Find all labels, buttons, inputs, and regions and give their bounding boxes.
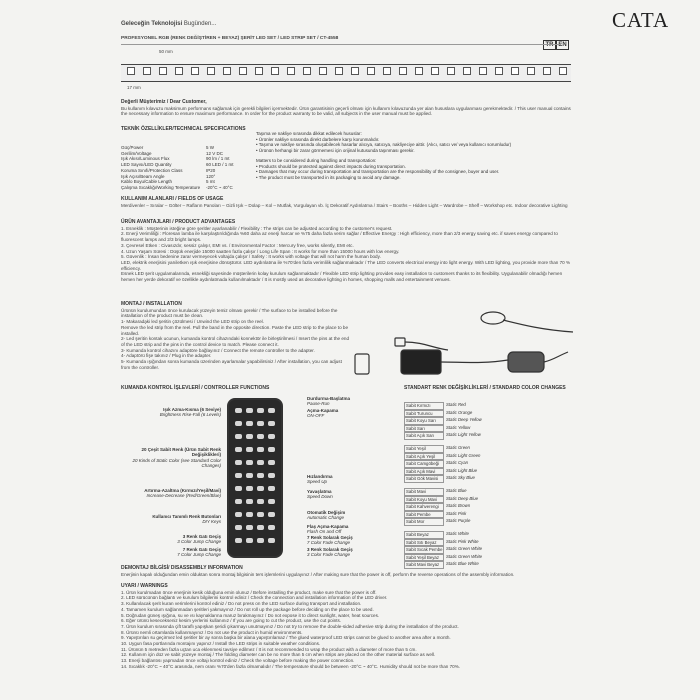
led-chip [383,67,391,75]
spec-row [121,185,261,191]
remote-button [268,421,275,426]
remote-button [246,447,253,452]
color-row [404,425,544,433]
spec-key: Koruma Sınıfı/Protection Class [121,167,183,173]
callout-en: Flash On and Off [307,529,342,535]
spec-key: Işık Açısı/Beam Angle [121,173,165,179]
spec-value: 5 W [206,145,215,150]
led-chip [399,67,407,75]
disassembly-heading: DEMONTAJ BİLGİSİ/ DISASSEMBLY INFORMATION [121,565,243,571]
callout-en: Automatic Change [307,515,345,521]
color-row [404,402,544,410]
spec-value: IP20 [206,167,216,173]
remote-button [246,525,253,530]
installation-step: 3- Kumanda kontrol cihazını adaptöre bağlayınız / Connect the remote controller to the adapter. [121,347,315,353]
led-chip [527,67,535,75]
spec-value: -20°C ~ 40°C [206,184,233,190]
color-name-tr: Sabit Yeşil [404,445,444,453]
intro-heading: Değerli Müşterimiz / Dear Customer, [121,99,207,105]
remote-button [268,447,275,452]
remote-button [246,512,253,517]
color-name-en: Static Green White [446,546,483,552]
usage-text: Merdivenler – Sıralar – Gölter – Rafların Panoları – Gizli Işık – Dolap – Kol – Mutfak, Vurgulayan vb. İç Dekoratif Aydınlatma / Stairs – Booths – Hidden Light – Wardrobe – Shelf – Workshop etc. Indoor decorative Lighting [121,202,568,208]
led-chip [255,67,263,75]
color-name-tr: Sabit Beyaz [404,531,444,539]
usage-heading: KULLANIM ALANLARI / FIELDS OF USAGE [121,196,224,202]
specs-table [121,145,261,191]
color-name-en: Static Pink White [446,538,479,544]
installation-step: 2- Led şeritin kontak ucunun, kumanda kontrol cihazındaki konnektör ile birleştirilmesi / Insert the pins at the end of the LED strip and the pins in the control device to match. Please connect it. [121,336,350,347]
adapter-icon [508,352,544,372]
led-chip [127,67,135,75]
color-name-en: Static Orange [446,409,473,415]
installation-step: Remove the led strip from the reel. Pull the band in the opposite direction. Paste the LED strip to the place to be installed. [121,324,349,336]
color-row [404,518,544,526]
controller-box-icon [401,350,441,374]
warning-line: 3. Kullanılacak şerit kuran verimlerini kontrol ediniz / Do not press on the LED surface during transport and installation. [121,601,362,607]
note-en-line: • The product must be transported in its packaging to avoid any damage. [256,174,401,180]
led-chip [463,67,471,75]
led-chip [159,67,167,75]
callout-en: 7 Color Fade Change [307,540,351,546]
installation-diagram [353,310,583,380]
remote-button [257,421,264,426]
advantage-line: 5. Güvenlik : İnsan bedenine zarar vermeyecek voltajda çalışır / Safety : It works with voltage that will not harm the human body. [121,254,381,260]
remote-callout-right [307,510,397,521]
led-chip [223,67,231,75]
intro-section [121,100,576,117]
spec-key: LED Sayısı/LED Quantity [121,162,172,168]
color-name-tr: Sabit Mavi [404,488,444,496]
note-tr-line: • Taşıma ve nakliye sırasında oluşabilecek hasarlar alıcıya, satıcıya, nakliyeciye aittir. (Alıcı, satıcı ve/ veya kullanıcı sorumludur) [256,142,512,148]
callout-tr: 3 Renk Gatı Geçiş [182,534,221,539]
remote-button [235,512,242,517]
color-name-en: Static Yellow [446,424,471,430]
note-en-line: • Products should be protected against direct impacts during transportation. [256,163,406,169]
color-name-tr: Sabit Koyu Sarı [404,417,444,425]
remote-callout-left [121,447,221,468]
color-name-tr: Sabit Mavi Beyaz [404,561,444,569]
color-row [404,417,544,425]
color-row [404,503,544,511]
color-row [404,496,544,504]
remote-button [246,408,253,413]
callout-tr: 20 Çeşit Sabit Renk (Ürün Sabit Renk Değişiklikleri) [141,447,221,458]
advantage-line: Esnek LED şerit uygulamalarında, esnekliği sayesinde müşterilerin kolay kurulum sağlanmaktadır / Flexible LED strip lighting provides easy installation to customers thanks to its flexibility. Uygulanabilir olmadığı hemen hemen her yerde dekoratif ve özellikle aydınlatmada kullanılmaktadır / It is mostly used as decorative lighting in homes, shopping malls and entertainment venues. [121,271,563,283]
advantage-line: 4. Uzun Yaşam Süresi : Düşük enerjide 15000 saatten fazla çalışır / Long Life Span : It works for more than 15000 hours with low energy. [121,248,400,254]
remote-callout-right [307,396,397,407]
remote-callout-left [121,488,221,499]
advantage-line: LED, elektrik enerjisini yarıiletken ışık enerjisine dönüştürür. LED aydınlatma ile %70'den fazla verimlilik sağlanmaktadır / The LED converts electrical energy into light energy. With LED lighting, you provide more than 70 % efficiency. [121,259,571,271]
callout-en: Speed Down [307,494,333,500]
warning-line: 9. Yapıştırılan su geçirmez led şeritler bir ay sonra başka bir alana yapıştırılamaz / The glued waterproof LED strips cannot be glued to another area after a month. [121,635,451,641]
remote-button [257,447,264,452]
tagline [121,21,216,27]
remote-button [246,460,253,465]
callout-en: 3 Color Fade Change [307,552,351,558]
remote-button [268,538,275,543]
color-name-tr: Sabit Turuncu [404,410,444,418]
controls-heading: KUMANDA KONTROL İŞLEVLERİ / CONTROLLER FUNCTIONS [121,385,270,391]
led-chip [175,67,183,75]
warning-line: 6. Eğer ürünü kesecekseniz kesim yerlerini kullanınız / If you are going to cut the product, use the cut points. [121,618,342,624]
remote-button [257,512,264,517]
color-name-en: Static Pink [446,510,467,516]
led-chip [287,67,295,75]
color-row [404,531,544,539]
remote-callout-left [121,534,221,545]
color-name-en: Static Blue White [446,561,479,567]
warning-line: 13. Enerji bağlantısı yapmadan önce voltajı kontrol ediniz / Check the voltage before making the power connection. [121,658,355,664]
color-name-en: Static Blue [446,487,467,493]
installation-step: 5- Kumanda ışığından sonra kumanda üzerinden ayarlamalar yapabilirsiniz / After installation, you can adjust from the controller. [121,359,342,370]
led-strip-drawing [121,49,571,84]
color-row [404,546,544,554]
warnings-heading: UYARI / WARNINGS [121,583,168,589]
remote-small-icon [355,354,369,374]
note-en-line: • Damages that may occur during transportation and transportation are the responsibility of the consignee, buyer and user. [256,169,500,175]
color-name-tr: Sabit Camgöbeği [404,460,444,468]
remote-callout-left [121,407,221,418]
callout-tr: Açma-Kapama [307,408,339,413]
remote-button [268,499,275,504]
strip-cable [503,320,573,332]
remote-button [235,447,242,452]
led-chip [543,67,551,75]
led-chip [351,67,359,75]
advantage-line: 3. Çevresel Etken : Civasızdır, sessiz çalışır, EMI vs. / Environmental Factor : Mercury free, works silently, EMI etc. [121,242,354,248]
color-row [404,468,544,476]
warning-line: 12. Kullanım için düz ve sabit yüzeye montaj / The folding diameter can be no more than 5 cm when strips are placed on the other material surface as well. [121,652,436,658]
remote-button [257,408,264,413]
led-chip [479,67,487,75]
led-chip [415,67,423,75]
remote-callout-right [307,547,397,558]
warning-line: 2. LED sürücünün bağlantı ve kurulum bilgilerini kontrol ediniz / Check the connection and installation information of the LED driver. [121,595,388,601]
remote-button [268,473,275,478]
led-chip [447,67,455,75]
remote-button [246,421,253,426]
color-name-tr: Sabit Yeşil Beyaz [404,554,444,562]
color-name-en: Static Cyan [446,460,468,466]
led-chip [431,67,439,75]
color-name-en: Static Light Blue [446,467,478,473]
spec-key: Gerilim/Voltage [121,150,152,156]
callout-tr: Flaş Açma-Kapama [307,524,349,529]
remote-button [246,538,253,543]
color-name-en: Static Deep Blue [446,495,479,501]
callout-en: Brightness Rise-Fall (6 Levels) [159,412,221,418]
warning-line: 11. Ürünün 5 metreden fazla uçtan uca eklenmesi tavsiye edilmez / It is not recommended to wrap the product with a diameter of more than 5 cm. [121,646,417,652]
color-name-tr: Sabit Açık Yeşil [404,453,444,461]
spec-value: 60 LED / 1 mt [206,162,234,168]
led-chip [335,67,343,75]
callout-en: Increase-Decrease (Red/Green/Blue) [146,493,221,499]
remote-button [235,486,242,491]
color-name-tr: Sabit Sıcak Pembe [406,547,443,553]
remote-button [268,408,275,413]
warning-line: 14. Sıcaklık -20°C ~ 40°C arasında, nem oranı %70'den fazla olmamalıdır / The temperature should be between -20°C ~ 40°C. Humidity should not be more than 70%. [121,663,461,669]
color-name-en: Static Light Green [446,452,481,458]
color-row [404,410,544,418]
color-name-tr: Sabit Sarı [404,425,444,433]
warning-line: 4. Tamamen kurulum sağlanmadan şeritleri yakmayınız / Do not roll up the package before deciding on the place to be used. [121,606,374,612]
color-row [404,539,544,547]
callout-tr: Işık Azma-Kısma (6 Seviye) [163,407,221,412]
led-chip [271,67,279,75]
remote-button [257,525,264,530]
installation-step: 1- Makarada̧ki led şeritin çözülmesi / Unwind the LED strip on the reel. [121,319,264,325]
note-tr-line: • Ürünler nakliye sırasında direkt darbelere karşı korunmalıdır. [256,136,380,142]
intro-text: Bu kullanım kılavuzu maksimum performans sağlamak için gerekli bilgileri içermektedir. Ürün garantisinin geçerli olması için kullanım kılavuzunda yer alan hususlara uygulanması gerekmektedir. / This user manual contains the necessary information to ensure maximum performance. In order for the product warranty to be valid, all subjects in the user manual must be applied. [121,105,571,117]
color-row [404,475,544,483]
lang-tr-badge: TR [543,40,556,50]
installation-heading: MONTAJ / INSTALLATION [121,301,182,307]
callout-en: 7 Color Jump Change [177,552,221,558]
remote-button [268,486,275,491]
remote-button [235,499,242,504]
standard-color-table [404,402,544,574]
remote-button [257,499,264,504]
remote-button [268,512,275,517]
color-name-en: Static Sky Blue [446,475,475,481]
standard-colors-heading: STANDART RENK DEĞİŞİKLİKLERİ / STANDARD COLOR CHANGES [404,385,566,391]
remote-button [268,434,275,439]
installation-section [121,302,351,370]
disassembly-section [121,566,576,577]
led-chip [495,67,503,75]
note-tr-line: • Ürünün herhangi bir zarar görmemesi için orijinal kutusunda taşınması gerekir. [256,148,415,154]
color-row [404,453,544,461]
color-name-en: Static Brown [446,503,471,509]
color-name-en: Static Light Yellow [446,432,481,438]
warnings-section [121,584,576,670]
warning-line: 5. Doğrudan güneş ışığına, su ve ısı kaynaklarına maruz bırakmayınız / Do not expose it to direct sunlight, water, heat sources. [121,612,380,618]
callout-tr: Artırma-Azaltma (Kırmızı/Yeşil/Mavi) [144,488,221,493]
strip-body [121,64,571,82]
spec-key: Işık Akısı/Luminous Flux [121,156,170,162]
installation-step: 4- Adaptörü fişe takınız / Plug in the adapter. [121,353,212,359]
led-chip [239,67,247,75]
remote-button [235,460,242,465]
installation-step: Ürünün kurulumundan önce kurulacak yüzeyin temiz olması gerekir / The surface to be installed before the installation of the product must be clean. [121,307,338,319]
color-name-tr: Sabit Gök Mavisi [404,475,444,483]
remote-button [235,434,242,439]
spec-value: 5 mt [206,179,215,185]
callout-tr: Otomatik Değişim [307,510,346,515]
callout-tr: Durdurma-Başlatma [307,396,351,401]
notes-tr-lead: Taşıma ve nakliye sırasında dikkat edilecek hususlar: [256,131,362,136]
usage-section [121,197,576,208]
color-name-en: Static Red [446,402,466,407]
color-name-en: Static Green [446,444,470,450]
callout-en: ON-OFF [307,413,325,419]
tagline-bold: Geleceğin Teknolojisi [121,21,183,27]
strip-height-label: 17 mm [127,85,141,90]
color-name-en: Static Deep Yellow [446,417,482,423]
led-chip [143,67,151,75]
callout-en: 3 Color Jump Change [177,539,221,545]
remote-button [246,473,253,478]
warning-line: 8. Ürünü nemli ortamlarda kullanmayınız / Do not use the product in humid environments. [121,629,303,635]
callout-en: Pause-Run [307,401,330,407]
advantage-line: 2. Enerji Verimliliği : Floresan lamba ile karşılaştırıldığında %60 daha az enerji harcar ve %75 daha fazla verim sağlar / Effective Energy : High efficiency, more than 2/3 energy saving etc. if saves energy compared to fluorescent lamps and 2/3 bright lamps. [121,231,558,243]
color-row [404,432,544,440]
spec-key: Güç/Power [121,145,144,150]
callout-en: 20 Kinds of Static Color (see Standard Color Changes) [132,457,221,468]
remote-callout-right [307,489,397,500]
color-row [404,445,544,453]
remote-button [235,421,242,426]
led-chip [367,67,375,75]
color-name-tr: Sabit Koyu Mavi [404,496,444,504]
callout-tr: Hızlandırma [307,474,333,479]
remote-control-icon [227,398,283,558]
warning-line: 7. Ürün kurulum sırasında çift taraflı yapışkan şeridi çıkarmayı unutmayınız / Do not try to remove the double-sided adhesive strip during the installation of the product. [121,623,459,629]
led-chip [511,67,519,75]
color-name-tr: Sabit Mor [404,518,444,526]
brand-logo: CATA [612,8,670,32]
led-chip [303,67,311,75]
spec-key: Kablo Boyu/Cable Length [121,179,173,185]
callout-tr: Kullanıcı Tanımlı Renk Butonları [152,514,221,519]
lang-en-badge: EN [556,40,569,50]
callout-tr: 7 Renk Gatı Geçiş [182,547,221,552]
advantages-heading: ÜRÜN AVANTAJLARI / PRODUCT ADVANTAGES [121,219,236,225]
remote-callout-left [121,547,221,558]
remote-button [235,525,242,530]
color-row [404,554,544,562]
advantages-section [121,220,576,283]
color-name-tr: Sabit Sıtı Beyaz [404,539,444,547]
color-name-tr: Sabit Açık Mavi [404,468,444,476]
notes-en-lead: Matters to be considered during handling and transportation: [256,157,377,163]
specs-heading: TEKNİK ÖZELLİKLER/TECHNICAL SPECIFICATIONS [121,126,246,132]
callout-tr: 7 Renk Solarak Geçiş [307,535,353,540]
color-name-tr: Sabit Kahverengi [404,503,444,511]
product-title: PROFESYONEL RGB (RENK DEĞİŞTİREN + BEYAZ) ŞERİT LED SET / LED STRIP SET / CT-4558 [121,36,339,41]
remote-button [246,434,253,439]
remote-button [246,486,253,491]
led-chip [191,67,199,75]
remote-button [235,473,242,478]
callout-tr: 3 Renk Solarak Geçiş [307,547,353,552]
remote-callout-left [121,514,221,525]
handling-notes [256,131,576,181]
remote-button [235,538,242,543]
callout-en: DIY Keys [202,519,221,525]
disassembly-text: Enerjinin kapalı olduğundan emin olduktan sonra montaj bilgisinin ters işlemlerini uygulayınız / After making sure that the power is off, perform the reverse operations of the assembly information. [121,571,515,577]
remote-button [268,525,275,530]
callout-en: Speed Up [307,479,328,485]
color-name-en: Static Green White [446,553,483,559]
led-chip [559,67,567,75]
remote-button [257,434,264,439]
spec-value: 12 V DC [206,150,224,156]
remote-button [257,538,264,543]
color-row [404,488,544,496]
callout-tr: Yavaşlatma [307,489,332,494]
advantage-line: 1. Esneklik : Müşterinin isteğine göre şeritler ayarlanabilir / Flexibility : The strips can be adjusted according to the customer's request. [121,225,393,231]
connector-icon [395,338,405,346]
color-row [404,511,544,519]
remote-callout-right [307,408,397,419]
remote-button [235,408,242,413]
color-name-en: Static Purple [446,518,471,524]
tagline-rest: Bugünden... [182,21,217,27]
spec-value: 90 lm / 1 mt [206,156,230,162]
warning-line: 10. Uygun fasa portlarında montajını yapınız / Install the LED strips in suitable weather conditions. [121,641,321,647]
color-name-en: Static White [446,530,469,536]
remote-button [257,460,264,465]
color-name-tr: Sabit Açık Sarı [404,432,444,440]
led-chip [319,67,327,75]
remote-button [268,460,275,465]
remote-button [257,473,264,478]
remote-callout-right [307,474,397,485]
remote-callout-right [307,535,397,546]
remote-callout-right [307,524,397,535]
strip-width-label: 50 mm [159,49,173,54]
title-divider [121,44,561,45]
color-name-tr: Sabit Pembe [404,511,444,519]
spec-key: Çalışma Sıcaklığı/Working Temperature [121,184,201,190]
color-row [404,460,544,468]
remote-button [257,486,264,491]
led-reel-icon [481,312,505,324]
warning-line: 1. Ürün kurulmadan önce enerjinin kesik olduğuna emin olunuz / Before installing the product, make sure that the power is off. [121,589,377,595]
color-name-tr: Sabit Kırmızı [404,402,444,410]
spec-value: 120° [206,173,216,179]
led-chip [207,67,215,75]
colors-heading-wrap [404,386,574,392]
remote-button [246,499,253,504]
